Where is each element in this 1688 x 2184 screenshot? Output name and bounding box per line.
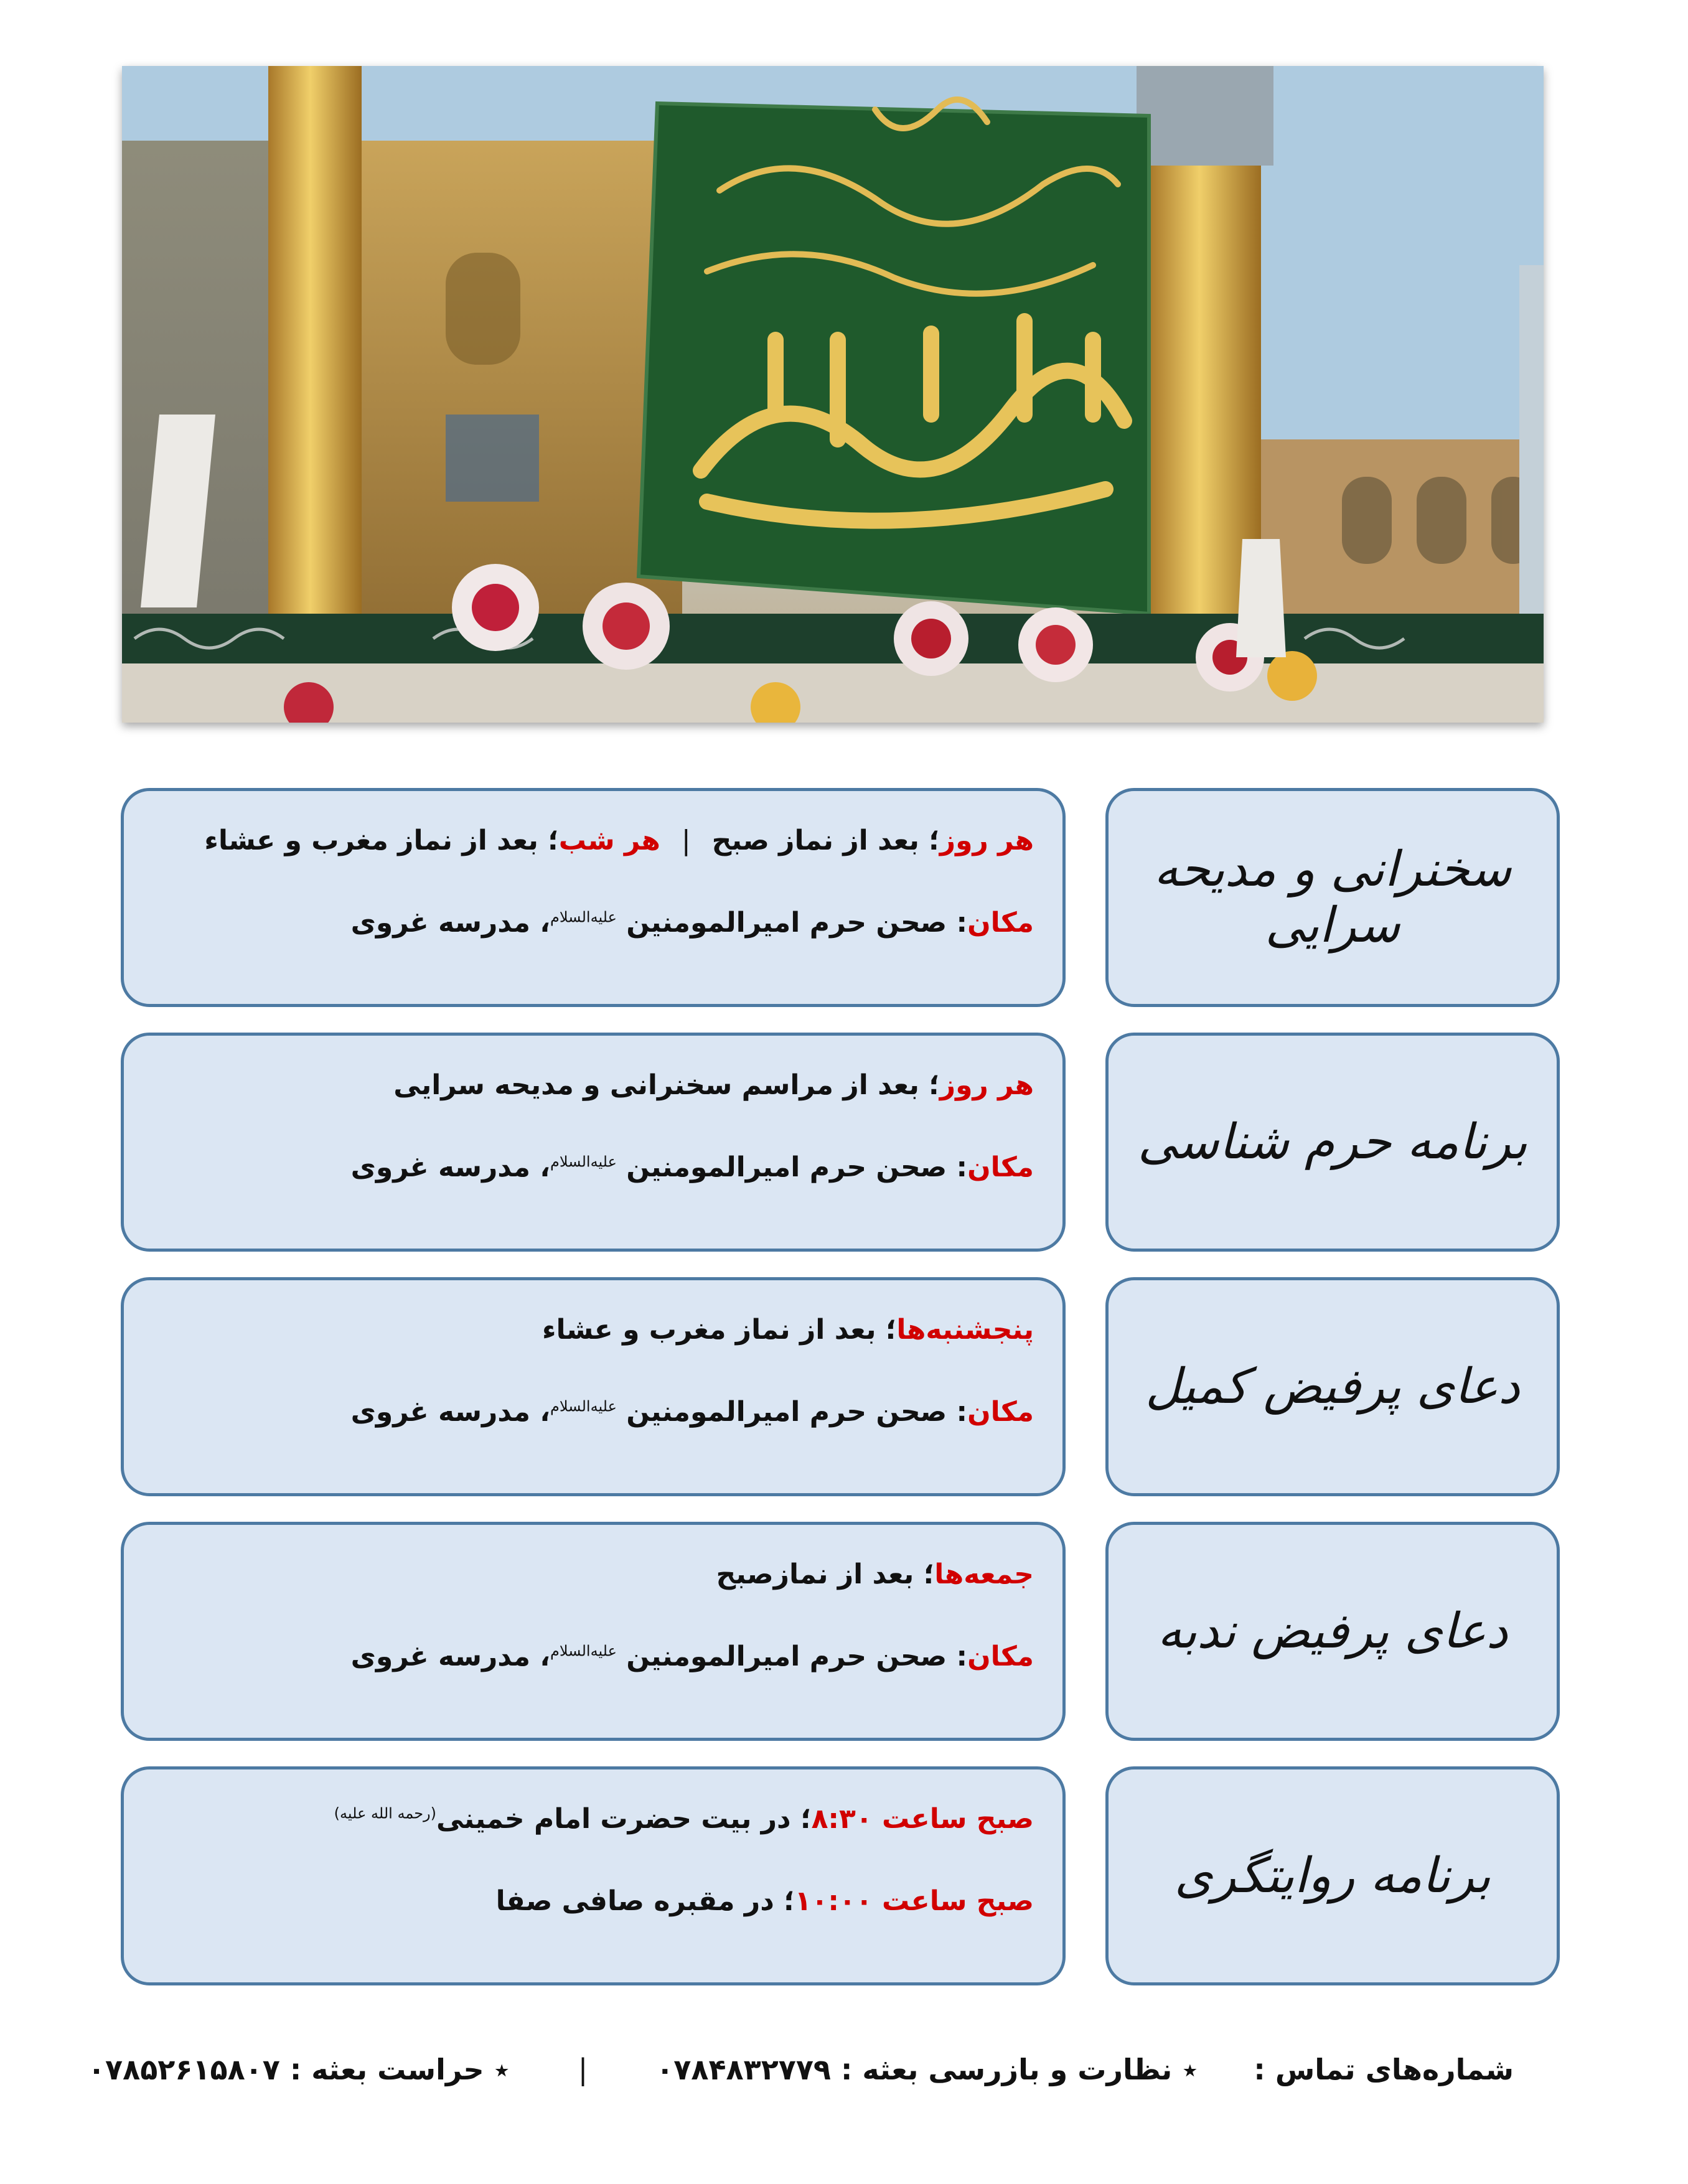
row-3-title: دعای پرفیض کمیل: [1145, 1359, 1520, 1415]
row-4-details: [121, 1522, 1066, 1741]
row-2-line-1: هر روز؛ بعد از مراسم سخنرانی و مدیحه سرایی: [393, 1069, 1034, 1101]
contact-label: شماره‌های تماس :: [1254, 2053, 1514, 2086]
shrine-illustration: [122, 66, 1544, 723]
row-1-line-1: هر روز؛ بعد از نماز صبح|هر شب؛ بعد از نماز مغرب و عشاء: [204, 825, 1034, 856]
row-1-title: سخنرانی و مدیحه سرایی: [1153, 841, 1512, 954]
contact-footer: [87, 2048, 1514, 2091]
row-3-line-1: پنجشنبه‌ها؛ بعد از نماز مغرب و عشاء: [542, 1314, 1034, 1346]
row-4-line-2: مکان: صحن حرم امیرالمومنین $^{علیه‌السلام}$، مدرسه غروی: [350, 1641, 1034, 1672]
row-1-details: [121, 788, 1066, 1007]
security-phone: ٭ حراست بعثه : ۰۷۸۵۲۶۱۵۸۰۷: [87, 2053, 510, 2086]
row-2-title: برنامه حرم شناسی: [1138, 1114, 1527, 1170]
row-1-title-box: [1105, 788, 1560, 1007]
row-5-details: [121, 1766, 1066, 1985]
row-2-title-box: [1105, 1033, 1560, 1252]
row-5-title: برنامه روایتگری: [1174, 1848, 1491, 1904]
inspection-phone: ٭ نظارت و بازرسی بعثه : ۰۷۸۴۸۳۲۷۷۹: [656, 2053, 1198, 2086]
row-3-title-box: [1105, 1277, 1560, 1496]
footer-separator: |: [578, 2053, 588, 2086]
row-2-details: [121, 1033, 1066, 1252]
row-5-title-box: [1105, 1766, 1560, 1985]
row-3-line-2: مکان: صحن حرم امیرالمومنین $^{علیه‌السلام}$، مدرسه غروی: [350, 1396, 1034, 1428]
row-2-line-2: مکان: صحن حرم امیرالمومنین $^{علیه‌السلام}$، مدرسه غروی: [350, 1151, 1034, 1183]
row-3-details: [121, 1277, 1066, 1496]
row-5-line-1: صبح ساعت ۸:۳۰؛ در بیت حضرت امام خمینی$^{(رحمه الله علیه)}$: [334, 1803, 1034, 1835]
shrine-photo: [122, 66, 1544, 723]
row-4-line-1: جمعه‌ها؛ بعد از نمازصبح: [716, 1558, 1034, 1590]
row-5-line-2: صبح ساعت ۱۰:۰۰؛ در مقبره صافی صفا: [495, 1885, 1034, 1917]
row-1-line-2: مکان: صحن حرم امیرالمومنین $^{علیه‌السلام}$، مدرسه غروی: [350, 907, 1034, 939]
row-4-title: دعای پرفیض ندبه: [1157, 1603, 1508, 1659]
row-4-title-box: [1105, 1522, 1560, 1741]
